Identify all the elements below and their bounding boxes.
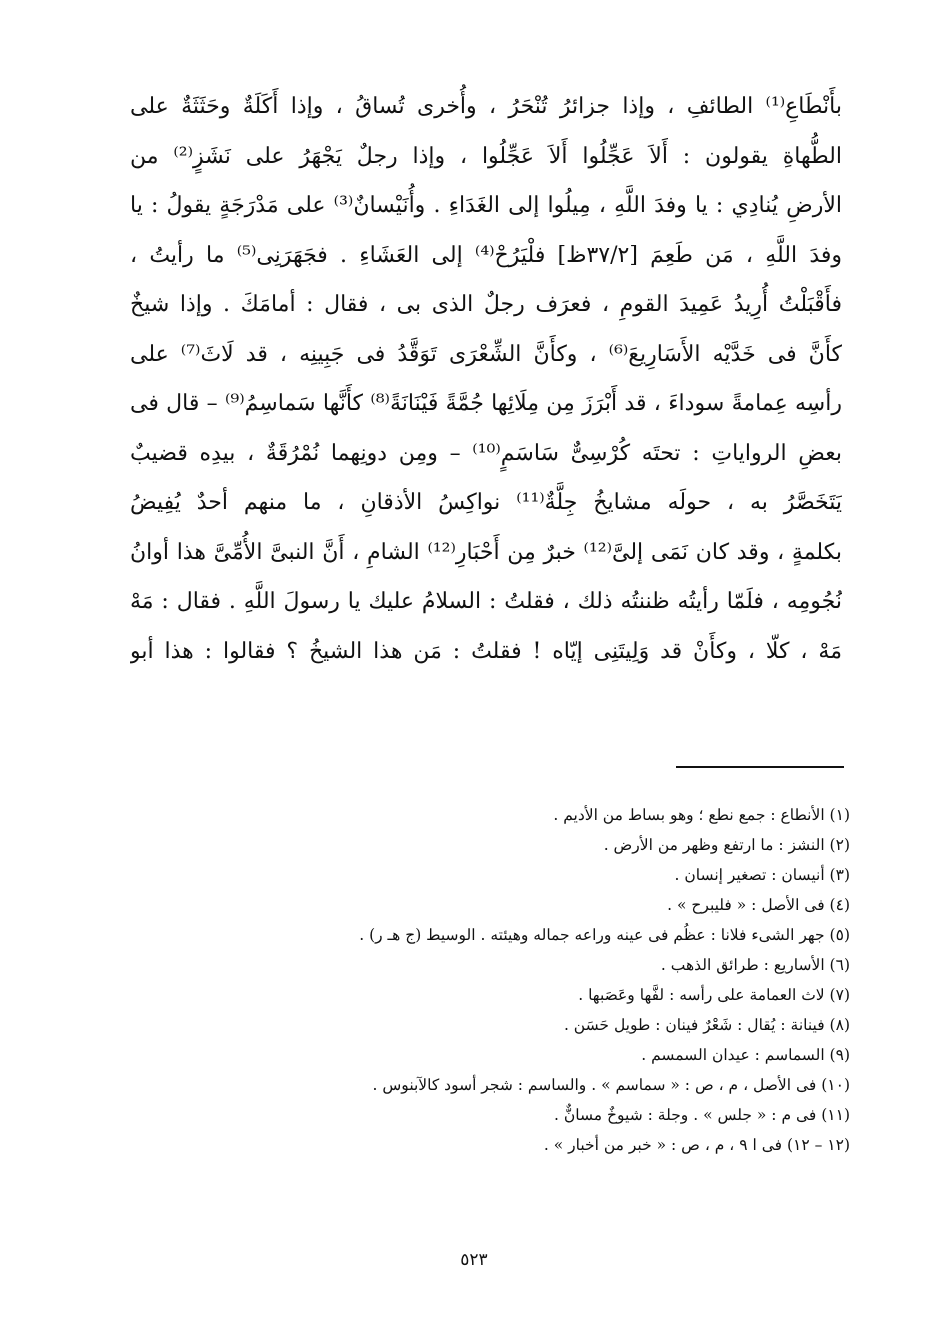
text-line: رأسِه عِمامةً سوداءَ ، قد أَبْرَزَ مِن مِلَائِها جُمَّةً فَيْنَانَةً⁽⁸⁾ كأَنَّها سَماسِمُ⁽⁹⁾ – قال فى: [130, 391, 842, 416]
footnotes: [260, 800, 850, 1160]
text-line: نُجُومِه ، فلَمّا رأيتُه ظننتُه ذلك ، فقلتُ : السلامُ عليك يا رسولَ اللَّهِ . فقال : مَهْ: [130, 589, 842, 614]
text-line: الطُّهاةِ يقولون : أَلاَ عَجِّلُوا أَلاَ عَجِّلُوا ، وإذا رجلٌ يَجْهَرُ على نَشَزٍ⁽²⁾ من: [130, 143, 842, 169]
text-line: وفدَ اللَّهِ ، مَن طَعِمَ [٣٧/٢ظ] فلْيَرُحْ⁽⁴⁾ إلى العَشَاءِ . فجَهَرَنِى⁽⁵⁾ ما رأيتُ ،: [130, 242, 842, 268]
text-line: الأرضِ يُنادِي : يا وفدَ اللَّهِ ، مِيلُوا إلى الغَدَاءِ . وأُنَيْسانٌ⁽³⁾ على مَدْرَجَةٍ يقولُ : يا: [130, 193, 842, 218]
main-text: [130, 82, 842, 676]
text-line: بعضِ الرواياتِ : تحتَه كُرْسِىٌّ سَاسَمٍ⁽¹⁰⁾ – ومِن دونِهما نُمْرُقَةٌ ، بيدِه قضيبٌ: [130, 440, 842, 466]
footnote: (٥) جهر الشىء فلانا : عظُم فى عينه وراعه جماله وهيئته . الوسيط (ج هـ ر) .: [359, 926, 850, 944]
footnote: (٤) فى الأصل : « فليبرح » .: [667, 896, 850, 914]
footnote: (٣) أنيسان : تصغير إنسان .: [674, 866, 850, 884]
footnote: (١٢ – ١٢) فى ا ٩ ، م ، ص : « خبر من أخبار » .: [543, 1136, 850, 1154]
footnote: (١) الأنطاع : جمع نطع ؛ وهو بساط من الأديم .: [553, 806, 850, 824]
text-line: فأَقْبَلْتُ أُرِيدُ عَمِيدَ القومِ ، فعرَف رجلٌ الذى بى ، فقال : أمامَكَ . وإذا شيخٌ: [130, 292, 842, 317]
text-line: مَهْ ، كلّا ، وكأَنْ قد وَلِيتَنِى إيّاه ! فقلتُ : مَن هذا الشيخُ ؟ فقالوا : هذا أبو: [130, 638, 842, 664]
footnote: (٦) الأساريع : طرائق الذهب .: [660, 956, 850, 974]
footnote: (٧) لاث العمامة على رأسه : لفَّها وعَصَبها .: [578, 986, 850, 1004]
footnote: (٨) فينانة : يُقال : شَعْرٌ فينان : طويل حَسَن .: [563, 1016, 850, 1034]
footnote: (٩) السماسم : عيدان السمسم .: [641, 1046, 850, 1064]
footnote-separator: [676, 766, 844, 768]
text-line: بكلمةٍ ، وقد كان نَمَى إلىَّ⁽¹²⁾ خبرٌ مِن أَحْبَارِ⁽¹²⁾ الشامِ ، أَنَّ النبىَّ الأُمِّىَّ هذا أوانُ: [130, 539, 842, 565]
text-line: كأَنَّ فى خَدَّيْه الأَسَارِيعَ⁽⁶⁾ ، وكأَنَّ الشِّعْرَى تَوَقَّدُ فى جَبِينِه ، قد لَاثَ⁽⁷⁾ على: [130, 341, 842, 367]
footnote: (١١) فى م : « جلس » . وجلة : شيوخٌ مسانٌّ .: [554, 1106, 850, 1124]
text-line: يَتَخَصَّرُ به ، حولَه مشايخُ جِلَّةٌ⁽¹¹⁾ نواكِسُ الأذقانِ ، ما منهم أحدٌ يُفِيضُ: [130, 490, 842, 515]
page-number: ٥٢٣: [460, 1250, 488, 1270]
footnote: (١٠) فى الأصل ، م ، ص : « سماسم » . والساسم : شجر أسود كالآبنوس .: [372, 1076, 850, 1094]
text-line: بأَنْطَاعِ⁽¹⁾ الطائفِ ، وإذا جزائرُ تُنْحَرُ ، وأُخرى تُساقُ ، وإذا أَكَلَةٌ وحَثَثَةٌ على: [130, 94, 842, 119]
footnote: (٢) النشز : ما ارتفع وظهر من الأرض .: [603, 836, 850, 854]
